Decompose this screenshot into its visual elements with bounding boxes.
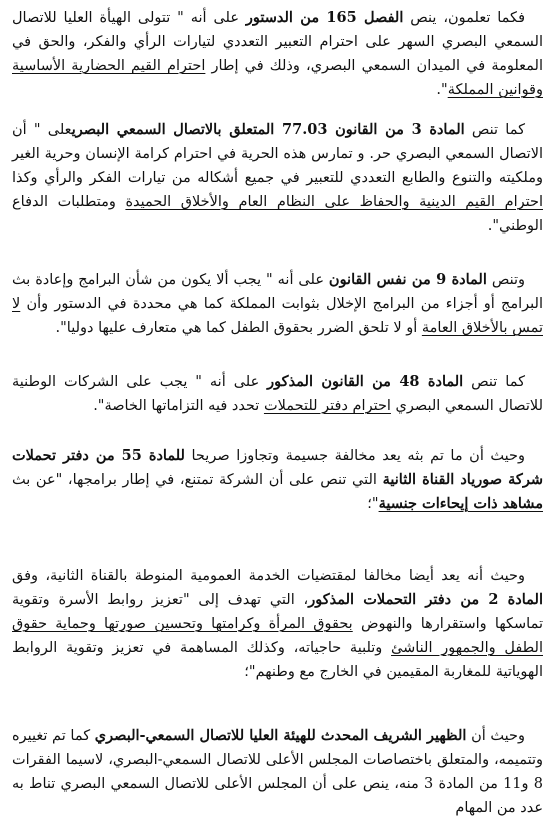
paragraph-text: تحدد فيه التزاماتها الخاصة". bbox=[93, 398, 264, 414]
paragraph-law-77-03-article-3 bbox=[12, 118, 543, 268]
underlined-phrase: احترام القيم الدينية والحفاظ على النظام العام والأخلاق الحميدة bbox=[125, 194, 543, 210]
paragraph-text: وحيث أنه يعد أيضا مخالفا لمقتضيات الخدمة العمومية المنوطة بالقناة الثانية، وفق bbox=[12, 568, 525, 584]
paragraph-constitution-article-165 bbox=[12, 6, 543, 118]
paragraph-text: على أنه " يجب ألا يكون من شأن البرامج وإعادة بث البرامج أو أجزاء من البرامج الإخلال بثوابت المملكة كما هي محددة في الدستور وأن bbox=[12, 272, 543, 312]
paragraph-text: ومتطلبات الدفاع الوطني". bbox=[12, 194, 543, 234]
underlined-phrase: لا تمس بالأخلاق العامة bbox=[12, 296, 543, 336]
paragraph-text: على " أن الاتصال السمعي البصري حر. و تمارس هذه الحرية في احترام كرامة الإنسان وحرية الغير وملكيته والتنوع والطابع التعددي للتعبير في جميع أشكاله من تيارات الفكر والرأي وكذا bbox=[12, 122, 543, 186]
bold-reference: الظهير الشريف المحدث للهيئة العليا للاتصال السمعي-البصري bbox=[94, 727, 467, 744]
bold-reference: المادة 48 من القانون المذكور bbox=[267, 373, 464, 390]
paragraph-text: على أنه " يجب على الشركات الوطنية للاتصال السمعي البصري bbox=[12, 374, 543, 414]
bold-reference: المادة 3 من القانون 77.03 المتعلق بالاتصال السمعي البصري bbox=[71, 121, 465, 138]
paragraph-article-55-violation bbox=[12, 444, 543, 564]
bold-reference: للمادة 55 من دفتر تحملات شركة صورياد القناة الثانية bbox=[12, 447, 543, 488]
paragraph-text: فكما تعلمون، ينص bbox=[403, 10, 525, 26]
underlined-phrase: مشاهد ذات إيحاءات جنسية bbox=[378, 495, 543, 512]
paragraph-text: ، التي تهدف إلى "تعزيز روابط الأسرة وتقوية تماسكها واستقرارها والنهوض bbox=[12, 592, 543, 632]
paragraph-text: وحيث أن bbox=[466, 728, 525, 744]
paragraph-text: على أنه " تتولى الهيأة العليا للاتصال السمعي البصري السهر على احترام التعبير التعددي لتيارات الرأي والفكر، والحق في المعلومة في الميدان السمعي البصري، وذلك في إطار bbox=[12, 10, 543, 74]
bold-reference: الفصل 165 من الدستور bbox=[245, 9, 404, 26]
paragraph-text: "؛ bbox=[367, 496, 379, 512]
bold-reference: المادة 2 من دفتر التحملات المذكور bbox=[308, 591, 543, 608]
paragraph-gap bbox=[12, 434, 543, 444]
paragraph-article-2-public-service bbox=[12, 564, 543, 724]
paragraph-text: وحيث أن ما تم بثه يعد مخالفة جسيمة وتجاوزا صريحا bbox=[184, 448, 526, 464]
paragraph-royal-decree bbox=[12, 724, 543, 824]
paragraph-text: كما تنص bbox=[464, 122, 525, 138]
paragraph-article-9 bbox=[12, 268, 543, 370]
paragraph-text: التي تنص على أن الشركة تمتنع، في إطار برامجها، "عن بث bbox=[12, 472, 383, 488]
paragraph-text: وتلبية حاجياته، وكذلك المساهمة في تعزيز وتقوية الروابط الهوياتية للمغاربة المقيمين في الخارج مع وطنهم"؛ bbox=[12, 640, 543, 680]
paragraph-article-48 bbox=[12, 370, 543, 434]
paragraph-text: أو لا تلحق الضرر بحقوق الطفل كما هي متعارف عليها دوليا". bbox=[55, 320, 422, 336]
underlined-phrase: احترام دفتر للتحملات bbox=[263, 398, 391, 414]
paragraph-text: كما تنص bbox=[463, 374, 525, 390]
bold-reference: المادة 9 من نفس القانون bbox=[328, 271, 487, 288]
paragraph-text: كما تم تغييره وتتميمه، والمتعلق باختصاصات المجلس الأعلى للاتصال السمعي-البصري، لاسيما الفقرات 8 و11 من المادة 3 منه، ينص على أن المجلس الأعلى للاتصال السمعي البصري تناط به عدد من المهام bbox=[12, 728, 543, 816]
paragraph-text: ". bbox=[436, 82, 448, 98]
underlined-phrase: احترام القيم الحضارية الأساسية وقوانين المملكة bbox=[12, 58, 543, 98]
paragraph-text: وتنص bbox=[486, 272, 525, 288]
underlined-phrase: بحقوق المرأة وكرامتها وتحسين صورتها وحماية حقوق الطفل والجمهور الناشئ bbox=[12, 616, 543, 656]
